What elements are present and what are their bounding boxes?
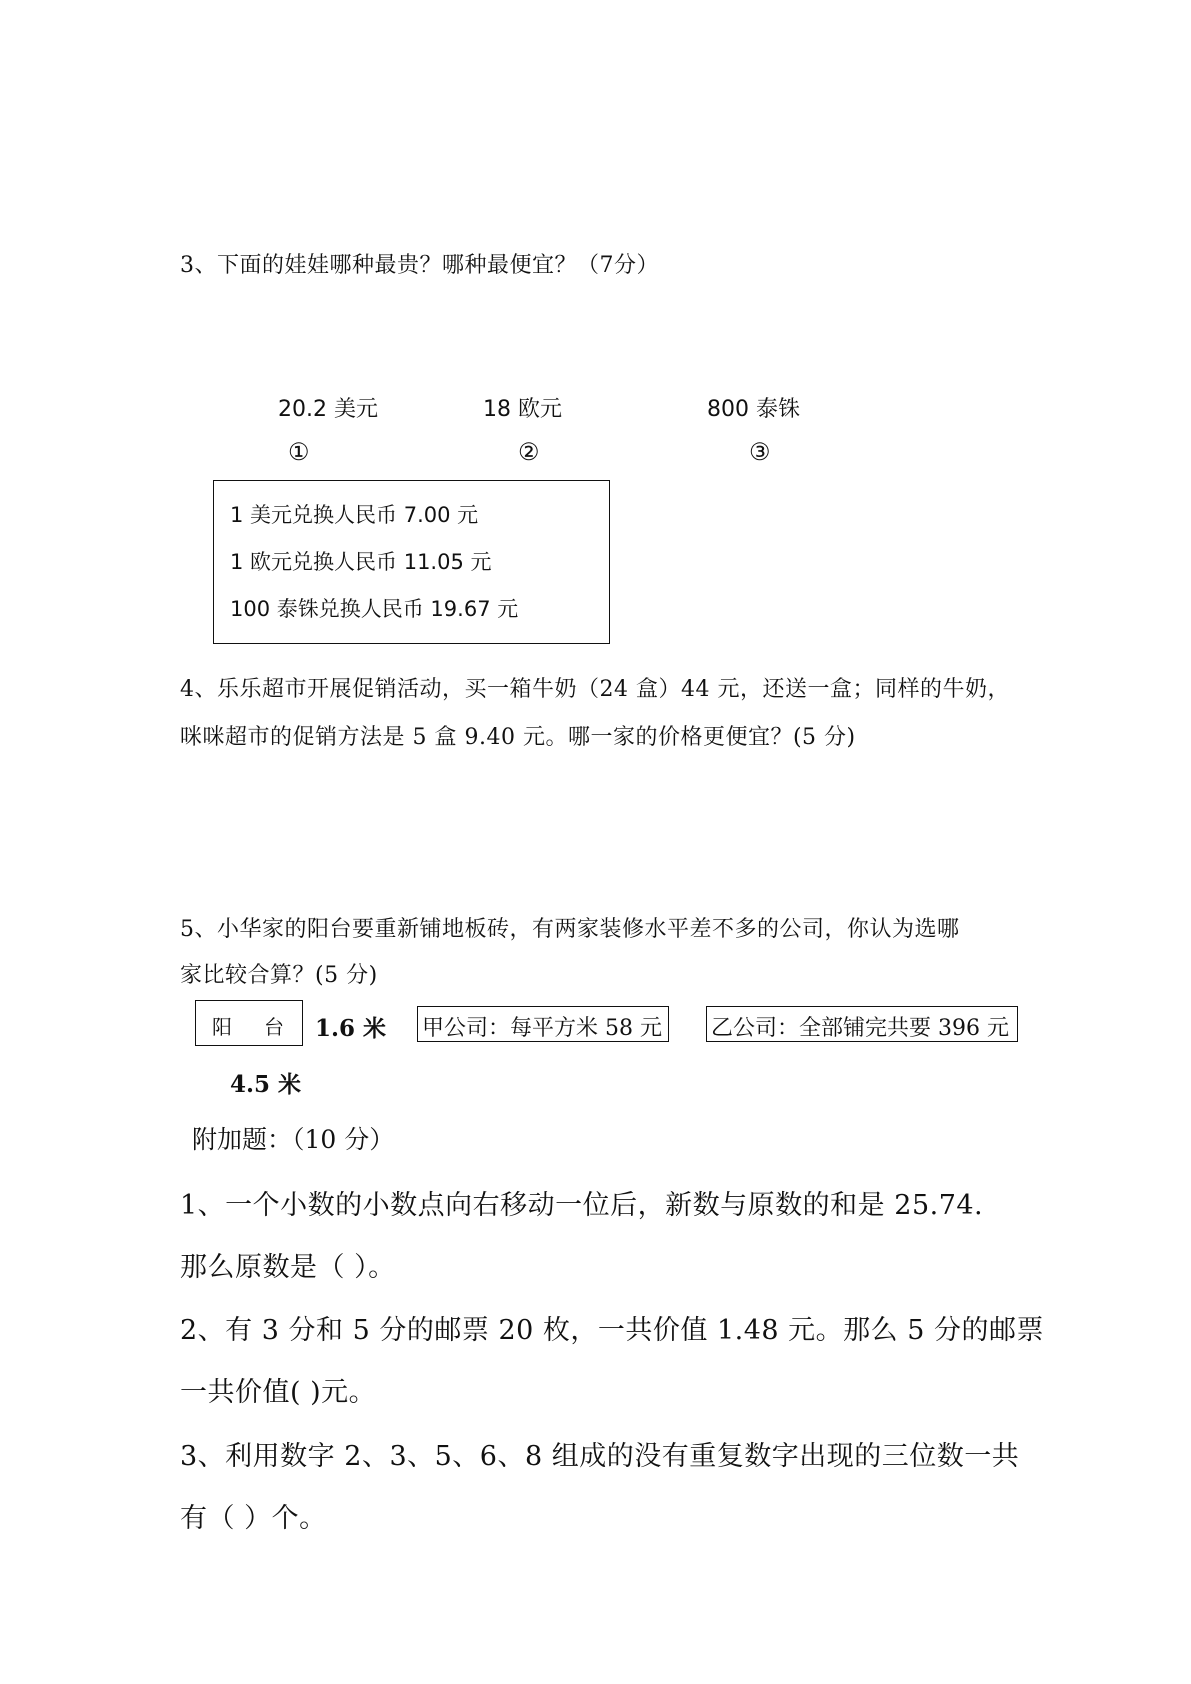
company-a-box: 甲公司：每平方米 58 元 [417, 1006, 669, 1042]
doll-price-3: 800 泰铢 [707, 397, 800, 422]
exchange-rate-eur: 1 欧元兑换人民币 11.05 元 [230, 550, 492, 574]
company-b-box: 乙公司：全部铺完共要 396 元 [706, 1006, 1018, 1042]
exchange-rate-box [213, 480, 610, 644]
exchange-rate-usd: 1 美元兑换人民币 7.00 元 [230, 503, 479, 527]
q4-line-1: 4、乐乐超市开展促销活动，买一箱牛奶（24 盒）44 元，还送一盒；同样的牛奶， [180, 677, 1010, 702]
balcony-width: 1.6 米 [315, 1015, 387, 1042]
q5-line-1: 5、小华家的阳台要重新铺地板砖，有两家装修水平差不多的公司，你认为选哪 [180, 917, 960, 942]
bonus-q1-line-1: 1、一个小数的小数点向右移动一位后，新数与原数的和是 25.74. [180, 1190, 984, 1221]
bonus-q3-line-1: 3、利用数字 2、3、5、6、8 组成的没有重复数字出现的三位数一共 [180, 1441, 1020, 1472]
doll-label-1: ① [288, 438, 310, 466]
bonus-q2-line-2: 一共价值( )元。 [180, 1377, 377, 1408]
q5-line-2: 家比较合算？(5 分) [180, 963, 378, 988]
balcony-label-2: 台 [264, 1015, 284, 1039]
balcony-diagram [195, 1000, 303, 1046]
doll-price-1: 20.2 美元 [278, 397, 378, 422]
q4-line-2: 咪咪超市的促销方法是 5 盒 9.40 元。哪一家的价格更便宜？(5 分) [180, 725, 856, 750]
doll-label-3: ③ [749, 438, 771, 466]
bonus-q3-line-2: 有（ ）个。 [180, 1503, 327, 1534]
exchange-rate-thb: 100 泰铢兑换人民币 19.67 元 [230, 597, 519, 621]
bonus-q2-line-1: 2、有 3 分和 5 分的邮票 20 枚，一共价值 1.48 元。那么 5 分的邮票 [180, 1315, 1045, 1346]
doll-label-2: ② [518, 438, 540, 466]
balcony-length: 4.5 米 [230, 1071, 302, 1098]
q3-title: 3、下面的娃娃哪种最贵？哪种最便宜？（7分） [180, 253, 659, 278]
doll-price-2: 18 欧元 [483, 397, 562, 422]
bonus-q1-line-2: 那么原数是（ ）。 [180, 1252, 396, 1283]
balcony-label-1: 阳 [212, 1015, 232, 1039]
bonus-title: 附加题：（10 分） [192, 1125, 395, 1154]
